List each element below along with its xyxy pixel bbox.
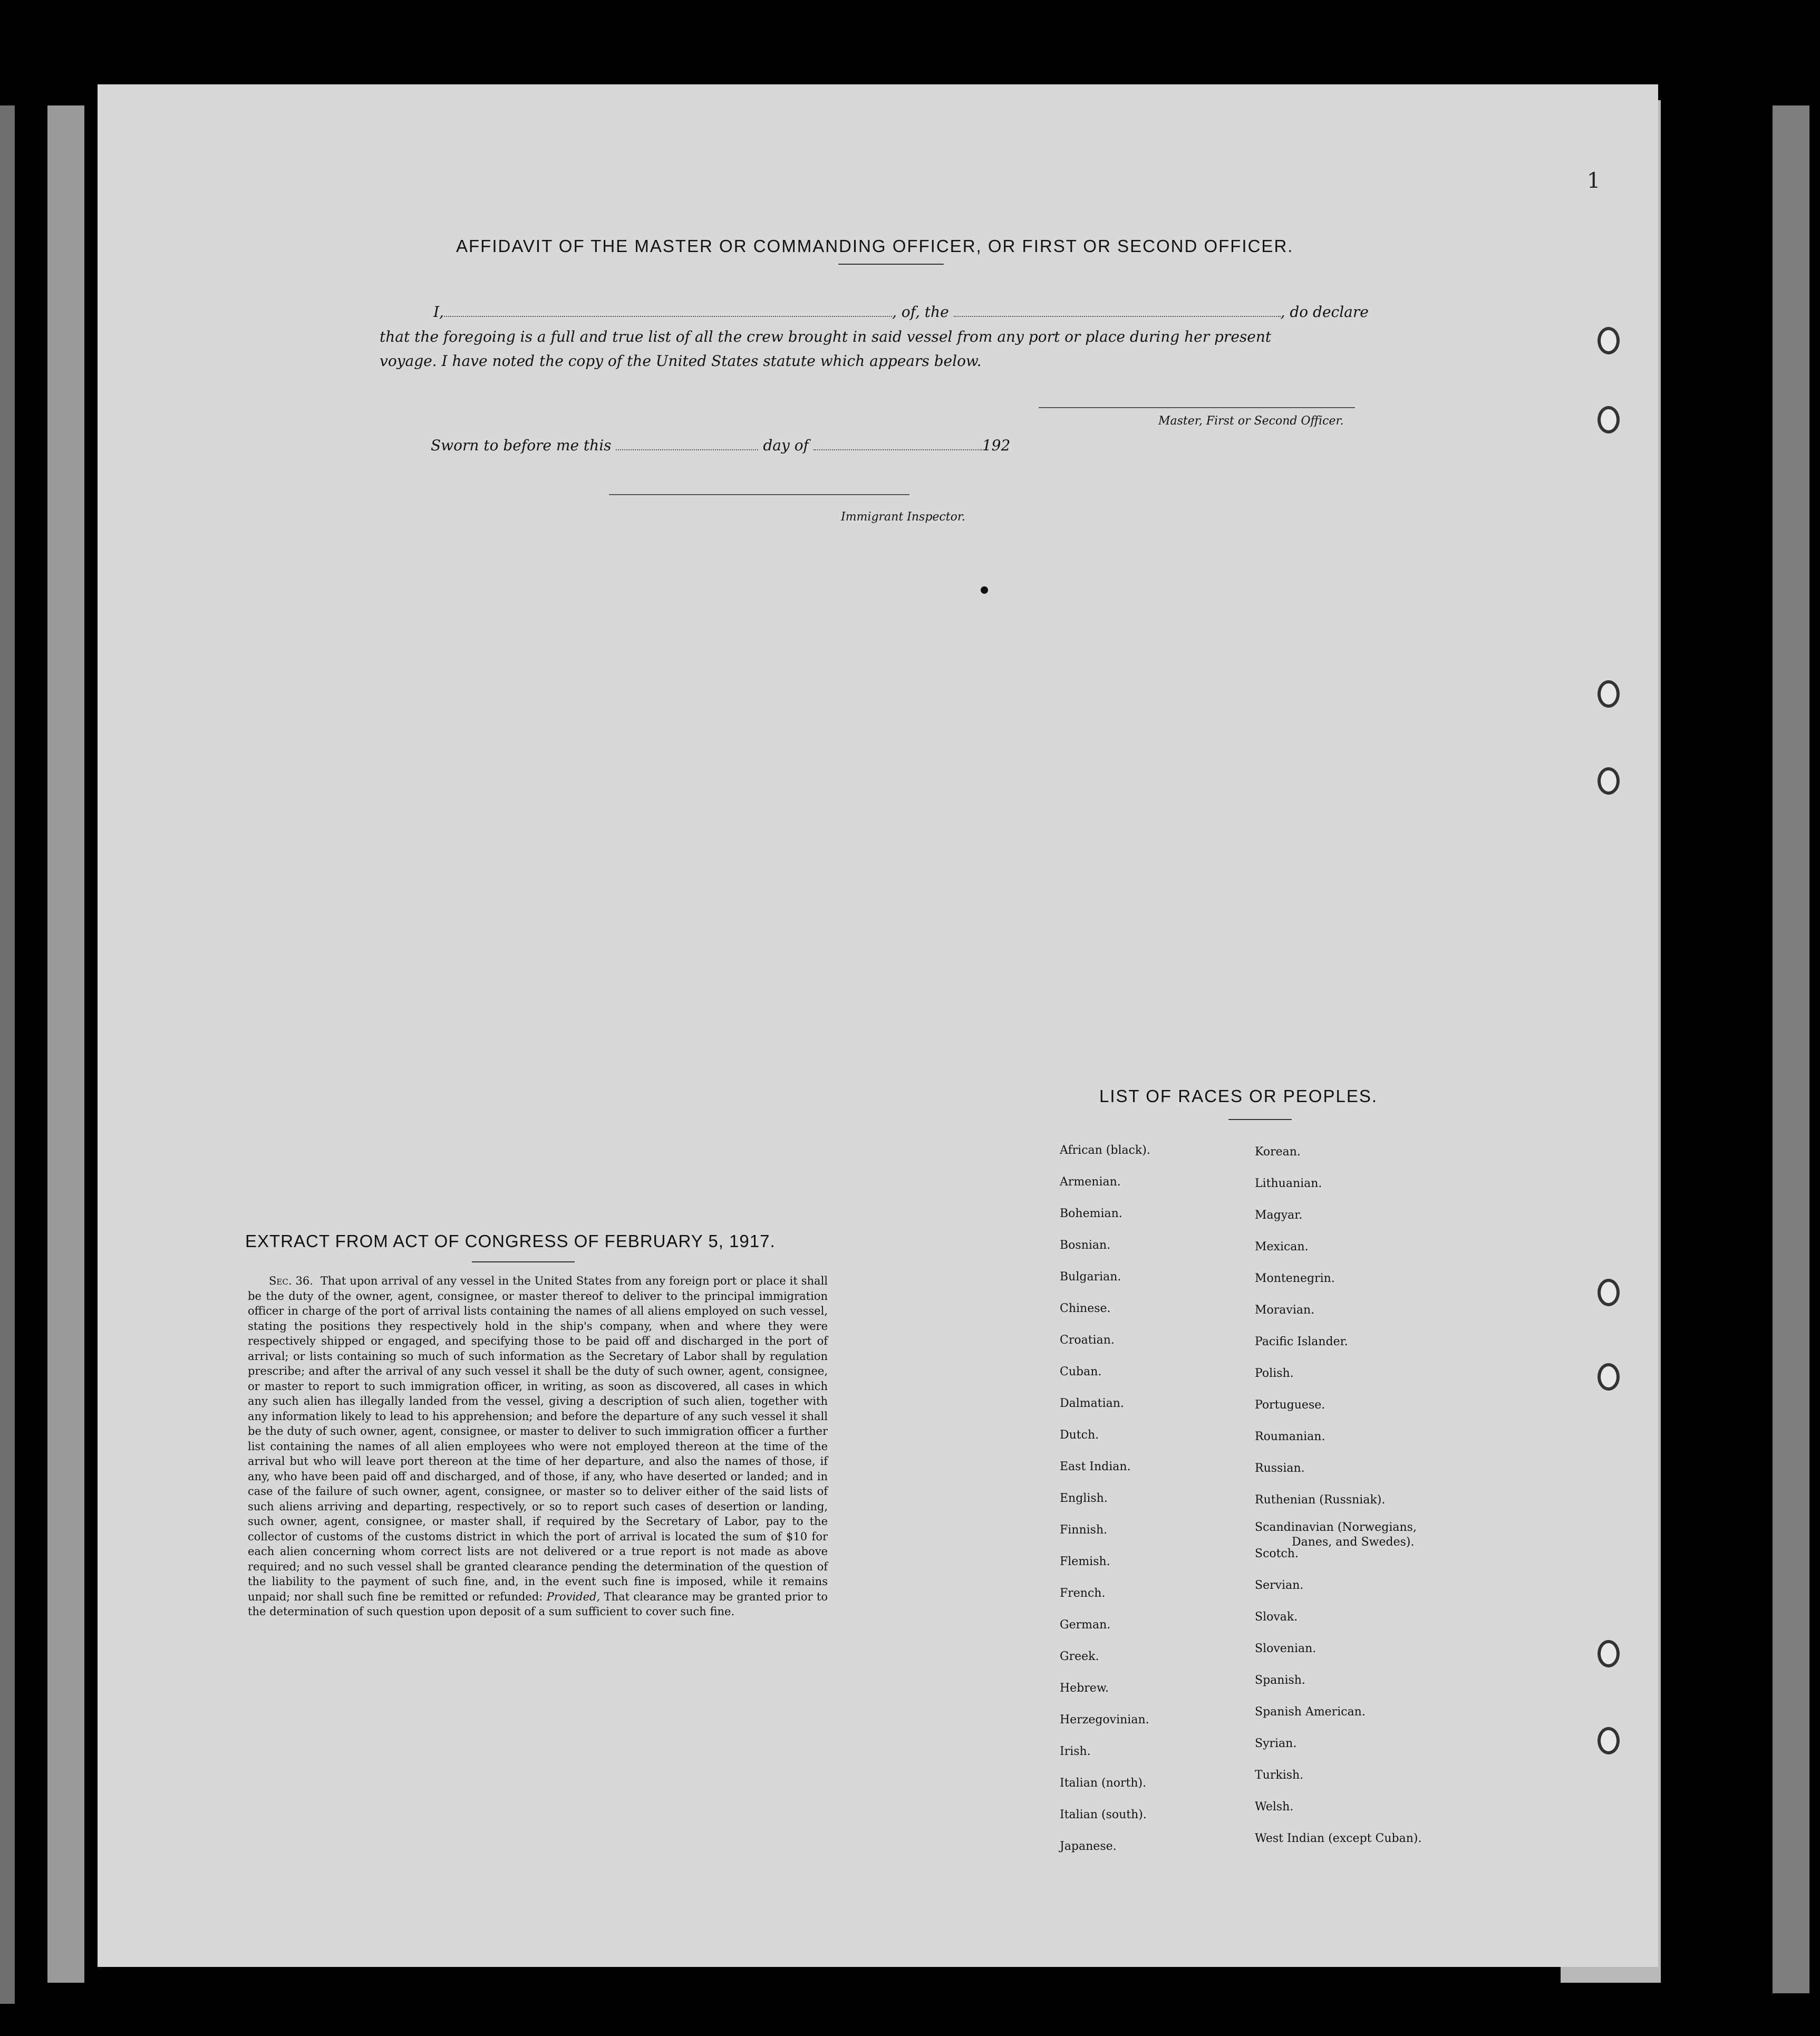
sworn-day-field[interactable]: [616, 449, 758, 450]
race-item: German.: [1060, 1618, 1111, 1632]
race-item: Flemish.: [1060, 1555, 1110, 1568]
race-item: African (black).: [1060, 1144, 1150, 1157]
race-item: Irish.: [1060, 1745, 1091, 1758]
race-item: Servian.: [1255, 1579, 1304, 1592]
handwritten-mark: 1: [1587, 169, 1601, 193]
race-item: Dalmatian.: [1060, 1397, 1124, 1410]
race-item: Polish.: [1255, 1367, 1294, 1380]
ink-dot: [981, 586, 988, 594]
race-item: Bohemian.: [1060, 1207, 1122, 1220]
sworn-text: Sworn to before me this: [431, 437, 612, 454]
year-prefix: 192: [982, 437, 1011, 454]
race-item-line1: Scandinavian (Norwegians,: [1255, 1521, 1417, 1534]
sworn-month-field[interactable]: [814, 449, 982, 450]
binder-hole: [1598, 1363, 1620, 1391]
race-item: Finnish.: [1060, 1523, 1108, 1537]
inspector-label: Immigrant Inspector.: [841, 510, 965, 524]
race-item: Turkish.: [1255, 1769, 1304, 1782]
races-title-underline: [1228, 1119, 1292, 1120]
race-item: Italian (south).: [1060, 1808, 1147, 1821]
races-list-right: [1255, 1136, 1421, 1855]
race-item: Croatian.: [1060, 1334, 1115, 1347]
race-item: Ruthenian (Russniak).: [1255, 1493, 1386, 1507]
race-item: Korean.: [1255, 1145, 1301, 1159]
affidavit-line-3: voyage. I have noted the copy of the United States statute which appears below.: [380, 352, 982, 370]
race-item: Bosnian.: [1060, 1239, 1111, 1252]
binder-hole: [1598, 680, 1620, 708]
race-item: Dutch.: [1060, 1429, 1099, 1442]
binder-hole: [1598, 327, 1620, 354]
statute-body: That upon arrival of any vessel in the United States from any foreign port or place it shall be the duty of the owner, agent, consignee, or master thereof to deliver to the principal immigration officer in charge of the port of arrival lists containing the names of all aliens employed on such vessel, stating the positions they respectively hold in the ship's company, when and where they were respectively shipped or engaged, and specifying those to be paid off and discharged in the port of arrival; or lists containing so much of such information as the Secretary of Labor shall by regulation prescribe; and after the arrival of any such vessel it shall be the duty of such owner, agent, consignee, or master to report to such immigration officer, in writing, as soon as discovered, all cases in which any such alien has illegally landed from the vessel, giving a description of such alien, together with any information likely to lead to his apprehension; and before the departure of any such vessel it shall be the duty of such owner, agent, consignee, or master to deliver to such immigration officer a further list containing the names of all alien employees who were not employed thereon at the time of the arrival but who will leave port thereon at the time of her departure, and also the names of those, if any, who have been paid off and discharged, and of those, if any, who have deserted or landed; and in case of the failure of such owner, agent, consignee, or master so to deliver either of the said lists of such aliens arriving and departing, respectively, or so to report such cases of desertion or landing, such owner, agent, consignee, or master shall, if required by the Secretary of Labor, pay to the collector of customs of the customs district in which the port of arrival is located the sum of $10 for each alien concerning whom correct lists are not delivered or a true report is not made as above required; and no such vessel shall be granted clearance pending the determination of the question of the liability to the payment of such fine, and, in the event such fine is imposed, while it remains unpaid; nor shall such fine be remitted or refunded:: [248, 1275, 828, 1603]
race-item: Syrian.: [1255, 1737, 1297, 1750]
race-item: Cuban.: [1060, 1365, 1102, 1378]
race-item: Lithuanian.: [1255, 1177, 1322, 1190]
race-item: Moravian.: [1255, 1304, 1315, 1317]
declarant-name-field[interactable]: [444, 316, 892, 317]
race-item: Chinese.: [1060, 1302, 1111, 1315]
race-item: Italian (north).: [1060, 1777, 1147, 1790]
affidavit-line-1: [433, 303, 1369, 321]
vessel-name-field[interactable]: [954, 316, 1281, 317]
provided-word: Provided,: [546, 1590, 601, 1603]
race-item: Slovak.: [1255, 1610, 1298, 1624]
affidavit-line-2: that the foregoing is a full and true list of all the crew brought in said vessel from any port or place during her present: [380, 328, 1272, 345]
race-item: Magyar.: [1255, 1209, 1303, 1222]
race-item: Bulgarian.: [1060, 1270, 1121, 1284]
race-item: Scotch.: [1255, 1547, 1299, 1560]
binder-hole: [1598, 1727, 1620, 1754]
race-item: Roumanian.: [1255, 1430, 1325, 1443]
race-item: Herzegovinian.: [1060, 1713, 1149, 1726]
race-item: Mexican.: [1255, 1240, 1309, 1253]
sworn-line: [431, 437, 1010, 454]
races-list-left: [1060, 1135, 1150, 1863]
master-signature-label: Master, First or Second Officer.: [1158, 414, 1344, 428]
race-item: Spanish American.: [1255, 1705, 1366, 1719]
race-item: East Indian.: [1060, 1460, 1131, 1473]
title-underline: [838, 264, 944, 265]
race-item: Russian.: [1255, 1462, 1305, 1475]
adjacent-page-right: [1773, 105, 1809, 1993]
binder-hole: [1598, 767, 1620, 795]
race-item: French.: [1060, 1587, 1106, 1600]
race-item: English.: [1060, 1492, 1108, 1505]
binder-hole: [1598, 1640, 1620, 1667]
race-item: Greek.: [1060, 1650, 1099, 1663]
inspector-signature-field[interactable]: [609, 494, 909, 495]
film-edge-left: [0, 105, 15, 2004]
vessel-prefix: , of, the: [892, 303, 949, 321]
race-item: Spanish.: [1255, 1674, 1305, 1687]
extract-title-underline: [472, 1261, 575, 1262]
race-item: Welsh.: [1255, 1800, 1294, 1813]
section-number: Sec. 36.: [269, 1275, 313, 1287]
race-item: Hebrew.: [1060, 1682, 1109, 1695]
day-of-text: day of: [763, 437, 809, 454]
race-item: Portuguese.: [1255, 1398, 1325, 1412]
race-item: Montenegrin.: [1255, 1272, 1335, 1285]
affidavit-title: AFFIDAVIT OF THE MASTER OR COMMANDING OFFICER, OR FIRST OR SECOND OFFICER.: [456, 236, 1294, 256]
binder-hole: [1598, 1279, 1620, 1306]
declare-text: , do declare: [1280, 303, 1369, 321]
statute-body-end: That clearance may be granted prior to the determination of such question upon deposit of a sum sufficient to cover such fine.: [248, 1590, 828, 1618]
extract-title: EXTRACT FROM ACT OF CONGRESS OF FEBRUARY 5, 1917.: [245, 1231, 776, 1251]
race-item: Japanese.: [1060, 1840, 1117, 1853]
declarant-prefix: I,: [433, 303, 444, 321]
race-item: Pacific Islander.: [1255, 1335, 1348, 1348]
adjacent-page-left: [47, 105, 84, 1983]
race-item: Armenian.: [1060, 1175, 1121, 1189]
races-title: LIST OF RACES OR PEOPLES.: [1099, 1086, 1378, 1106]
race-item-line2: Danes, and Swedes).: [1292, 1536, 1415, 1549]
master-signature-field[interactable]: [1039, 407, 1355, 408]
race-item: Slovenian.: [1255, 1642, 1316, 1655]
race-item: West Indian (except Cuban).: [1255, 1832, 1422, 1845]
binder-hole: [1598, 406, 1620, 433]
statute-text: [248, 1273, 828, 1619]
